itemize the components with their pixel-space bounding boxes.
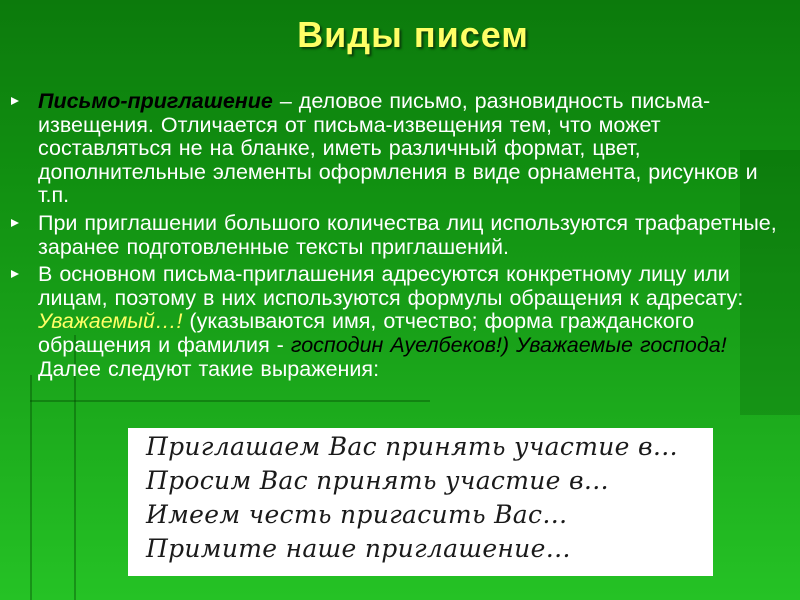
example-phrase: Приглашаем Вас принять участие в… bbox=[146, 432, 679, 461]
bullet-triangle-icon bbox=[11, 219, 19, 227]
bullet-term: Письмо-приглашение bbox=[38, 89, 273, 113]
decorative-line bbox=[30, 400, 430, 402]
formula-dear: Уважаемый…! bbox=[38, 309, 183, 334]
example-phrase: Имеем честь пригасить Вас… bbox=[146, 500, 568, 529]
bullet-triangle-icon bbox=[11, 270, 19, 278]
bullet-text: – деловое письмо, разновидность письма-извещения. Отличается от письма-извещения тем, что может составляться не на бланке, иметь различный формат, цвет, дополнительные элементы оформления в виде орнамента, рисунков и т.п. bbox=[38, 89, 758, 208]
bullet-list bbox=[0, 90, 800, 385]
bullet-item-address-formulas bbox=[0, 263, 800, 381]
example-phrase: Примите наше приглашение… bbox=[146, 534, 571, 563]
example-phrase: Просим Вас принять участие в… bbox=[146, 466, 610, 495]
slide-title: Виды писем bbox=[297, 14, 529, 55]
example-phrases-box bbox=[128, 428, 713, 576]
bullet-text: (указываются имя, отчество; форма гражданского обращения и фамилия - bbox=[38, 309, 695, 357]
bullet-item-invitation-letter bbox=[0, 90, 800, 208]
bullet-text: Далее следуют такие выражения: bbox=[38, 356, 380, 381]
bullet-text: В основном письма-приглашения адресуются конкретному лицу или лицам, поэтому в них используются формулы обращения к адресату: bbox=[38, 262, 744, 310]
bullet-triangle-icon bbox=[11, 97, 19, 105]
decorative-line bbox=[30, 375, 32, 600]
bullet-item-template-texts bbox=[0, 212, 800, 259]
bullet-text: При приглашении большого количества лиц используются трафаретные, заранее подготовленные тексты приглашений. bbox=[38, 210, 777, 259]
formula-mister: господин Ауелбеков!) Уважаемые господа! bbox=[290, 332, 727, 357]
